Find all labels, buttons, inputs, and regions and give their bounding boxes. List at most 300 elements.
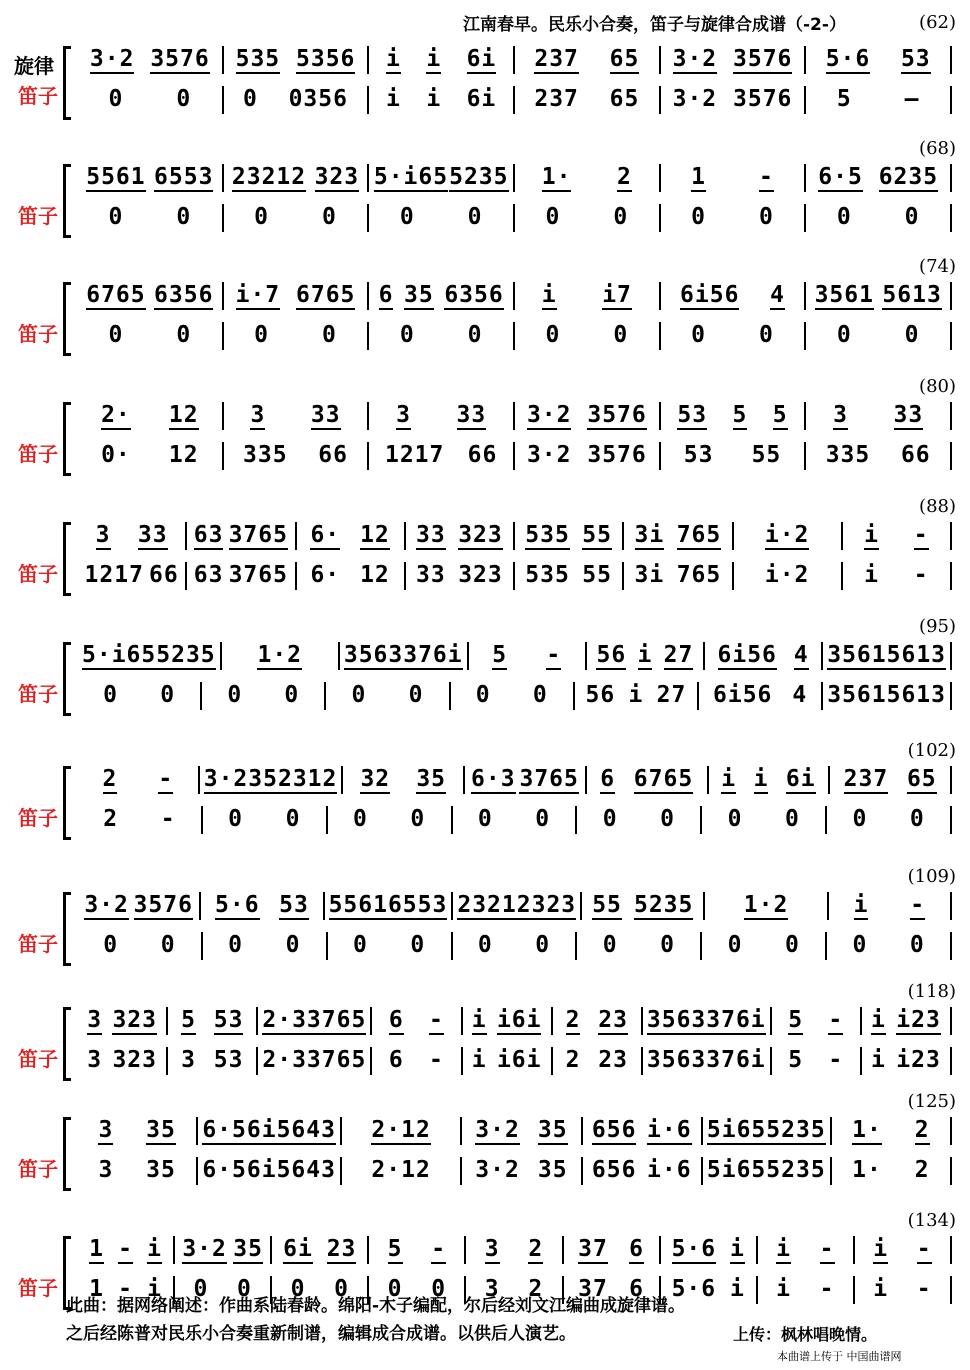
- note-group: 0: [602, 806, 618, 832]
- note-group: 35: [146, 1157, 176, 1183]
- note-group: 3·2: [672, 46, 718, 72]
- measure: [703, 1157, 832, 1185]
- measure: [827, 806, 952, 834]
- note-group: 6553: [387, 892, 448, 918]
- note-group: 3765: [228, 562, 288, 588]
- measure: [758, 1276, 855, 1304]
- measure: [406, 522, 515, 550]
- note-group: 1·: [852, 1117, 882, 1143]
- note-group: i: [873, 1236, 889, 1262]
- note-group: 1·2: [743, 892, 789, 918]
- flute-label: 笛子: [18, 322, 58, 346]
- note-group: 0: [477, 932, 493, 958]
- note-group: 323: [112, 1007, 157, 1033]
- measure: [78, 892, 201, 920]
- note-group: 53: [279, 892, 309, 918]
- measure: [224, 282, 370, 310]
- measure: [78, 766, 200, 794]
- note-group: 3563: [646, 1047, 707, 1073]
- note-group: 56: [596, 642, 627, 668]
- note-group: 3·235: [203, 766, 278, 792]
- note-group: 5235: [449, 164, 509, 190]
- note-group: 23: [598, 1047, 628, 1073]
- measure: [369, 402, 515, 430]
- note-group: 3: [98, 1157, 114, 1183]
- note-group: -: [916, 1276, 932, 1302]
- note-group: 5235: [766, 1117, 826, 1143]
- measure: [661, 322, 807, 350]
- note-group: 323: [112, 1047, 157, 1073]
- measure-number: (118): [907, 981, 956, 1002]
- melody-staff: [78, 518, 952, 554]
- flute-staff: [78, 802, 952, 838]
- measure: [369, 282, 515, 310]
- note-group: 1217: [384, 442, 445, 468]
- measure: [175, 1236, 272, 1264]
- measure: [515, 46, 661, 74]
- melody-staff: [78, 398, 952, 434]
- note-group: 0: [399, 322, 415, 348]
- note-group: 3: [484, 1276, 500, 1302]
- note-group: 33: [456, 402, 487, 428]
- measure: [78, 86, 224, 114]
- note-group: 0: [909, 806, 925, 832]
- measure: [832, 1157, 952, 1185]
- note-group: 35: [146, 1117, 176, 1143]
- note-group: 33: [416, 562, 446, 588]
- measure: [806, 204, 952, 232]
- note-group: i: [864, 522, 879, 548]
- note-group: 237: [843, 766, 889, 792]
- note-group: 0: [193, 1276, 209, 1302]
- note-group: 55: [582, 522, 612, 548]
- note-group: i: [541, 282, 557, 308]
- note-group: 5i65: [706, 1117, 767, 1143]
- note-group: 5·6: [825, 46, 871, 72]
- note-group: 3576: [587, 402, 647, 428]
- measure: [709, 766, 831, 794]
- flute-label: 笛子: [18, 84, 58, 108]
- note-group: 5561: [86, 164, 146, 190]
- note-group: -: [158, 766, 174, 792]
- measure: [168, 1047, 258, 1075]
- measure: [862, 1007, 952, 1035]
- note-group: i: [853, 892, 869, 918]
- note-group: 3: [87, 1047, 103, 1073]
- note-group: 0: [691, 322, 707, 348]
- note-group: -: [828, 1047, 844, 1073]
- measure: [806, 86, 952, 114]
- note-group: 323: [531, 892, 577, 918]
- note-group: 6·56i: [202, 1117, 277, 1143]
- measure: [200, 766, 344, 794]
- melody-staff: [78, 278, 952, 314]
- note-group: i23: [896, 1047, 941, 1073]
- measure: [515, 164, 661, 192]
- measure: [806, 442, 952, 470]
- measure: [224, 442, 370, 470]
- note-group: 3561: [827, 642, 887, 668]
- note-group: i7: [602, 282, 632, 308]
- note-group: 0: [602, 932, 618, 958]
- note-group: 53: [677, 402, 708, 428]
- note-group: 2: [102, 766, 118, 792]
- note-group: 0: [351, 682, 367, 708]
- note-group: 5613: [886, 642, 947, 668]
- flute-staff: [78, 928, 952, 964]
- note-group: 55: [582, 562, 612, 588]
- note-group: 53: [900, 46, 931, 72]
- measure: [78, 204, 224, 232]
- note-group: 6i56: [717, 642, 777, 668]
- note-group: 0: [836, 322, 852, 348]
- note-group: 4: [770, 282, 785, 308]
- measure: [224, 204, 370, 232]
- note-group: 3765: [519, 766, 579, 792]
- note-group: 0: [545, 322, 561, 348]
- measure: [582, 892, 705, 920]
- measure: [806, 402, 952, 430]
- measure: [224, 164, 370, 192]
- note-group: 0: [535, 806, 551, 832]
- measure: [342, 1117, 462, 1145]
- note-group: -: [819, 1236, 835, 1262]
- note-group: 3561: [814, 282, 874, 308]
- measure: [462, 1157, 582, 1185]
- measure: [829, 892, 952, 920]
- note-group: i: [147, 1276, 162, 1302]
- note-group: 376i: [706, 1047, 766, 1073]
- score-header: 江南春早。民乐小合奏，笛子与旋律合成谱（-2-）: [463, 15, 846, 35]
- note-group: 3·2: [475, 1157, 520, 1183]
- note-group: 0: [243, 86, 258, 112]
- note-group: -: [429, 1007, 444, 1033]
- note-group: 3·2: [475, 1117, 520, 1143]
- note-group: 2: [565, 1007, 581, 1033]
- note-group: 6·: [310, 562, 341, 588]
- measure: [203, 932, 328, 960]
- measure: [827, 932, 952, 960]
- measure: [78, 1157, 198, 1185]
- note-group: 5·6: [215, 892, 260, 918]
- melody-staff: [78, 1003, 952, 1039]
- measure: [702, 806, 827, 834]
- measure: [78, 932, 203, 960]
- note-group: 6: [388, 1007, 404, 1033]
- staff-brace: [63, 892, 76, 966]
- measure: [325, 892, 454, 920]
- note-group: 6356: [154, 282, 214, 308]
- measure: [624, 562, 733, 590]
- note-group: 3·2: [672, 86, 718, 112]
- staff-brace: [63, 402, 76, 476]
- measure: [515, 562, 624, 590]
- note-group: 66: [149, 562, 179, 588]
- measure-number: (109): [907, 866, 956, 887]
- note-group: 6·: [310, 522, 341, 548]
- note-group: -: [819, 1276, 835, 1302]
- note-group: 0: [727, 806, 743, 832]
- note-group: 0: [535, 932, 551, 958]
- measure: [369, 164, 515, 192]
- note-group: 5: [732, 402, 748, 428]
- flute-staff: [78, 82, 952, 118]
- note-group: 0: [227, 682, 243, 708]
- measure: [661, 204, 807, 232]
- flute-label: 笛子: [18, 1276, 58, 1300]
- note-group: 0: [321, 322, 337, 348]
- measure: [372, 1007, 462, 1035]
- note-group: 1217: [84, 562, 144, 588]
- flute-label: 笛子: [18, 442, 58, 466]
- measure-number: (102): [907, 740, 956, 761]
- note-group: 323: [458, 562, 503, 588]
- measure: [326, 682, 450, 710]
- note-group: 6553: [154, 164, 214, 190]
- note-group: i: [386, 46, 401, 72]
- note-group: 5356: [296, 46, 356, 72]
- note-group: 0: [108, 204, 124, 230]
- note-group: 12: [360, 562, 390, 588]
- measure-number: (68): [919, 138, 956, 159]
- note-group: -: [910, 892, 926, 918]
- measure: [624, 522, 733, 550]
- note-group: 2: [528, 1236, 544, 1262]
- measure: [772, 1007, 862, 1035]
- note-group: 0: [904, 322, 920, 348]
- note-group: 23212: [231, 164, 307, 190]
- note-group: 3576: [587, 442, 647, 468]
- measure: [222, 642, 340, 670]
- measure: [78, 442, 224, 470]
- flute-staff: [78, 200, 952, 236]
- flute-staff: [78, 1153, 952, 1189]
- note-group: i: [729, 1276, 745, 1302]
- note-group: i·2: [764, 522, 810, 548]
- note-group: 23212: [457, 892, 532, 918]
- note-group: 376i: [706, 1007, 766, 1033]
- melody-staff: [78, 42, 952, 78]
- measure: [224, 402, 370, 430]
- note-group: 63: [193, 562, 224, 588]
- note-group: 3·2: [182, 1236, 227, 1262]
- measure: [372, 1047, 462, 1075]
- note-group: 53: [213, 1047, 244, 1073]
- measure: [806, 46, 952, 74]
- flute-label: 笛子: [18, 682, 58, 706]
- flute-label: 笛子: [18, 204, 58, 228]
- note-group: 0: [290, 1276, 306, 1302]
- note-group: 3: [181, 1047, 196, 1073]
- note-group: 5643: [276, 1157, 336, 1183]
- measure: [78, 282, 224, 310]
- measure: [553, 1007, 643, 1035]
- staff-brace: [63, 282, 76, 356]
- note-group: 65: [906, 766, 937, 792]
- flute-label: 笛子: [18, 806, 58, 830]
- note-group: 0: [785, 932, 800, 958]
- measure: [515, 402, 661, 430]
- note-group: 5235: [766, 1157, 826, 1183]
- measure: [187, 522, 296, 550]
- measure: [203, 806, 328, 834]
- measure: [453, 806, 578, 834]
- note-group: 237: [534, 86, 579, 112]
- note-group: 2: [565, 1047, 581, 1073]
- staff-brace: [63, 766, 76, 840]
- measure: [453, 932, 578, 960]
- note-group: 0: [759, 204, 774, 230]
- note-group: 3·2: [526, 402, 572, 428]
- note-group: 765: [676, 562, 722, 588]
- measure: [369, 442, 515, 470]
- measure: [297, 522, 406, 550]
- note-group: 0: [387, 1276, 403, 1302]
- measure: [272, 1236, 369, 1264]
- measure: [78, 1047, 168, 1075]
- note-group: 5561: [328, 892, 388, 918]
- note-group: 5·i65: [82, 642, 157, 668]
- note-group: 5i65: [706, 1157, 767, 1183]
- note-group: 12: [168, 402, 199, 428]
- note-group: 3765: [306, 1007, 367, 1033]
- note-group: 65: [609, 86, 640, 112]
- note-group: i·6: [647, 1157, 692, 1183]
- note-group: 2: [103, 806, 119, 832]
- note-group: 5235: [633, 892, 694, 918]
- note-group: 0: [228, 806, 243, 832]
- note-group: 323: [458, 522, 503, 548]
- measure: [369, 1236, 466, 1264]
- measure: [855, 1236, 952, 1264]
- note-group: 0: [254, 204, 270, 230]
- note-group: 55: [751, 442, 782, 468]
- note-group: i·2: [764, 562, 810, 588]
- note-group: 23: [598, 1007, 628, 1033]
- measure: [515, 442, 661, 470]
- note-group: 0: [431, 1276, 447, 1302]
- measure: [369, 86, 515, 114]
- note-group: 0: [904, 204, 920, 230]
- note-group: i·7: [235, 282, 281, 308]
- note-group: 3·2: [84, 892, 129, 918]
- note-group: 37: [578, 1276, 608, 1302]
- measure: [583, 1117, 703, 1145]
- note-group: 6i: [283, 1236, 313, 1262]
- note-group: 53: [683, 442, 714, 468]
- note-group: 2·3: [262, 1007, 307, 1033]
- flute-staff: [78, 558, 952, 594]
- note-group: -: [913, 562, 929, 588]
- flute-label: 笛子: [18, 562, 58, 586]
- note-group: i: [864, 562, 879, 588]
- note-group: 5: [788, 1007, 804, 1033]
- note-group: 3: [396, 402, 411, 428]
- note-group: 0: [909, 932, 925, 958]
- note-group: 3: [98, 1117, 114, 1143]
- melody-staff: [78, 160, 952, 196]
- measure: [369, 204, 515, 232]
- note-group: 0: [660, 806, 675, 832]
- note-group: 35: [537, 1157, 568, 1183]
- footer-line-1: 此曲：据网络阐述：作曲系陆春龄。绵阳-木子编配，尔后经刘文江编曲成旋律谱。: [66, 1296, 686, 1316]
- note-group: i: [147, 1236, 162, 1262]
- note-group: 3i: [634, 562, 665, 588]
- note-group: 12: [360, 522, 390, 548]
- note-group: 0356: [288, 86, 348, 112]
- staff-brace: [63, 46, 76, 120]
- note-group: -: [429, 1047, 444, 1073]
- note-group: 6i: [785, 766, 816, 792]
- measure: [661, 402, 807, 430]
- measure: [463, 1047, 553, 1075]
- measure: [78, 1236, 175, 1264]
- footer-note: [66, 1292, 685, 1348]
- melody-staff: [78, 762, 952, 798]
- measure: [369, 322, 515, 350]
- note-group: 1: [89, 1236, 104, 1262]
- note-group: 5235: [156, 642, 216, 668]
- note-group: 0: [176, 86, 192, 112]
- measure: [201, 892, 324, 920]
- note-group: 0: [399, 204, 415, 230]
- note-group: 237: [534, 46, 579, 72]
- note-group: -: [160, 806, 176, 832]
- measure: [661, 46, 807, 74]
- note-group: 6i56: [680, 282, 740, 308]
- note-group: 5: [788, 1047, 804, 1073]
- note-group: 2·: [101, 402, 131, 428]
- measure: [187, 562, 296, 590]
- note-group: 6235: [878, 164, 939, 190]
- measure: [224, 86, 370, 114]
- note-group: 3576: [733, 86, 793, 112]
- measure: [198, 1157, 342, 1185]
- measure: [78, 1117, 198, 1145]
- measure: [702, 932, 827, 960]
- note-group: 0: [254, 322, 270, 348]
- note-group: 3i: [634, 522, 665, 548]
- note-group: 6765: [86, 282, 146, 308]
- footer-line-2: 之后经陈普对民乐小合奏重新制谱，编辑成合成谱。以供后人演艺。: [66, 1324, 576, 1344]
- note-group: 0: [545, 204, 561, 230]
- note-group: -: [759, 164, 774, 190]
- measure-number: (74): [919, 256, 956, 277]
- measure: [78, 642, 222, 670]
- note-group: 0: [660, 932, 675, 958]
- note-group: 0: [176, 204, 192, 230]
- note-group: 3576: [150, 46, 210, 72]
- note-group: 1·: [852, 1157, 882, 1183]
- note-group: 2·12: [371, 1157, 431, 1183]
- measure: [577, 806, 702, 834]
- note-group: 56: [585, 682, 616, 708]
- note-group: —: [904, 86, 920, 112]
- measure: [342, 1157, 462, 1185]
- measure: [515, 322, 661, 350]
- staff-brace: [63, 1117, 76, 1191]
- note-group: i: [386, 86, 401, 112]
- note-group: 0: [353, 932, 368, 958]
- note-group: i: [871, 1007, 886, 1033]
- measure-number: (95): [919, 616, 956, 637]
- note-group: 0: [532, 682, 548, 708]
- measure: [587, 642, 705, 670]
- note-group: 3563: [646, 1007, 707, 1033]
- note-group: i: [426, 46, 442, 72]
- measure: [168, 1007, 258, 1035]
- flute-label: 笛子: [18, 932, 58, 956]
